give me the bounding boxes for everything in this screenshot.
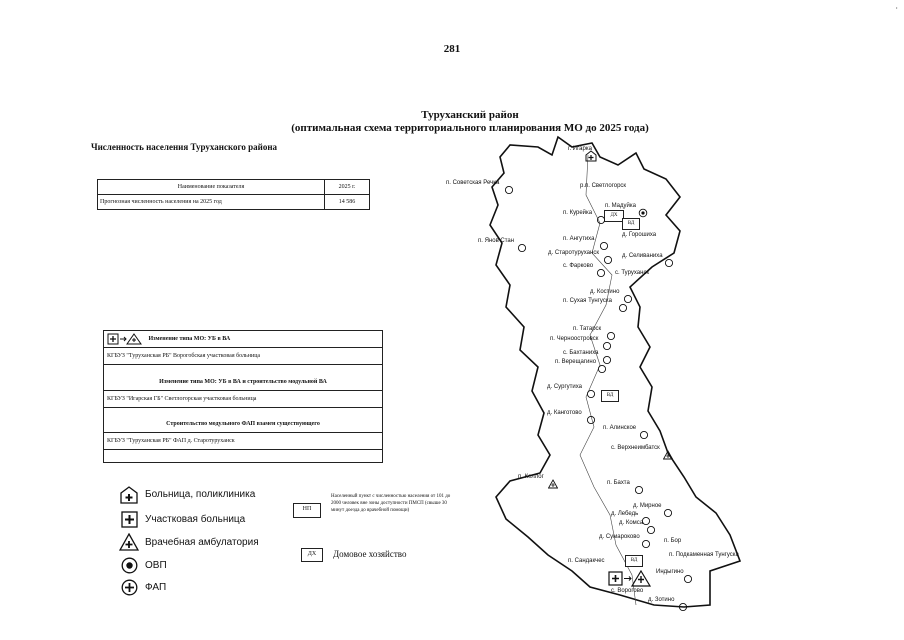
map-label: п. Келлог	[518, 474, 544, 480]
table-cell: 14 586	[325, 195, 370, 210]
fap-icon	[596, 268, 606, 278]
table-cell: Прогнозная численность населения на 2025 год	[98, 195, 325, 210]
ambulatory-icon	[663, 450, 673, 460]
dx-label: Домовое хозяйство	[333, 549, 407, 559]
district-hospital-icon	[121, 511, 138, 528]
fap-icon	[517, 243, 527, 253]
map-label: п. Алинское	[603, 425, 637, 431]
fap-icon	[586, 415, 596, 425]
fap-icon	[504, 185, 514, 195]
map-label: п. Подкаменная Тунгуска	[669, 552, 739, 558]
changes-row	[104, 331, 382, 348]
type-change-icon	[608, 570, 658, 588]
ovp-icon	[121, 557, 138, 574]
fap-icon	[663, 508, 673, 518]
map-label: п. Бор	[664, 538, 682, 544]
population-section-title: Численность населения Туруханского района	[91, 142, 278, 152]
legend-fap	[121, 579, 138, 601]
map-label: д. Селиваниха	[622, 253, 663, 259]
fap-icon	[596, 215, 606, 225]
corner-mark: ·	[895, 4, 898, 13]
map-label: Индыгино	[656, 569, 684, 575]
map-vd-symbol: ВД	[622, 218, 640, 230]
fap-icon	[646, 525, 656, 535]
map-label: д. Старотуруханск	[548, 250, 599, 256]
map-label: с. Верхнеимбатск	[611, 445, 660, 451]
legend-hospital-label: Больница, поликлиника	[145, 489, 256, 500]
fap-icon	[634, 485, 644, 495]
map-label: п. Мадуйка	[605, 203, 636, 209]
changes-row: КГБУЗ "Игарская ГБ" Светлогорская участковая больница	[104, 391, 382, 408]
map-label: п. Сандакчес	[568, 558, 605, 564]
map-label: д. Сургутиха	[547, 384, 582, 390]
fap-icon	[586, 389, 596, 399]
map-label: п. Ангутиха	[563, 236, 595, 242]
page-number: 281	[443, 43, 461, 55]
map-label: д. Горошиха	[622, 232, 657, 238]
table-row	[98, 195, 370, 210]
legend-ovp-label: ОВП	[145, 560, 167, 571]
map-label: д. Лебедь	[611, 511, 639, 517]
legend-fap-label: ФАП	[145, 582, 167, 593]
dx-symbol: ДХ	[301, 548, 323, 562]
map-label: п. Янов Стан	[478, 238, 515, 244]
changes-row: Строительство модульного ФАП взамен существующего	[104, 416, 382, 433]
legend-ambulatory-label: Врачебная амбулатория	[145, 537, 259, 548]
type-change-icon	[107, 333, 147, 345]
fap-icon	[678, 602, 688, 612]
map-label: с. Туруханск	[615, 270, 650, 276]
legend-district-hospital	[121, 511, 138, 533]
legend-hospital	[119, 485, 139, 510]
map-label: п. Сухая Тунгуска	[563, 298, 612, 304]
map-label: д. Канготово	[547, 410, 582, 416]
map-label: д. Мирное	[633, 503, 662, 509]
table-header-cell: Наименование показателя	[98, 180, 325, 195]
np-symbol: НП	[293, 503, 321, 518]
map-label: д. Зотино	[648, 597, 675, 603]
hospital-icon	[119, 485, 139, 505]
fap-icon	[602, 341, 612, 351]
fap-icon	[121, 579, 138, 596]
page-title: Туруханский район	[421, 109, 519, 121]
map-label: с. Ворогово	[611, 588, 644, 594]
map-label: п. Курейка	[563, 210, 593, 216]
fap-icon	[603, 255, 613, 265]
table-header-cell: 2025 г.	[325, 180, 370, 195]
legend-ovp	[121, 557, 138, 579]
page-subtitle: (оптимальная схема территориального планирования МО до 2025 года)	[291, 122, 649, 134]
changes-row: Изменение типа МО: УБ в ВА и строительство модульной ВА	[104, 374, 382, 391]
fap-icon	[664, 258, 674, 268]
indicator-table	[97, 179, 370, 210]
map-label: д. Комса	[619, 520, 644, 526]
fap-icon	[597, 364, 607, 374]
map-label: г. Игарка	[568, 146, 592, 152]
map-label: п. Черноостровск	[550, 336, 599, 342]
map-label: п. Верещагино	[555, 359, 597, 365]
map-dx-symbol: ДХ	[604, 210, 624, 222]
fap-icon	[599, 241, 609, 251]
map-label: д. Сумароково	[599, 534, 640, 540]
fap-icon	[618, 303, 628, 313]
map-label: п. Бахта	[607, 480, 630, 486]
fap-icon	[606, 331, 616, 341]
map-label: д. Костино	[590, 289, 620, 295]
ambulatory-icon	[548, 479, 558, 489]
changes-row: КГБУЗ "Туруханская РБ" ФАП д. Старотуруханск	[104, 433, 382, 450]
changes-box	[103, 330, 383, 463]
fap-icon	[641, 539, 651, 549]
map-label: с. Фарково	[563, 263, 594, 269]
ovp-icon	[638, 208, 648, 218]
map-label: п. Татарск	[573, 326, 602, 332]
map-label: п. Советская Речка	[446, 180, 500, 186]
legend-ambulatory	[119, 533, 139, 556]
changes-row: КГБУЗ "Туруханская РБ" Ворогобская участковая больница	[104, 348, 382, 365]
district-map	[440, 135, 760, 615]
ambulatory-icon	[119, 533, 139, 551]
map-vd-symbol: ВД	[625, 555, 643, 567]
np-note: Населенный пункт с численностью населения от 101 до 2000 человек вне зоны доступности ПМСП (свыше 30 минут доезда до врачебной помощи)	[331, 494, 451, 513]
legend-district-hospital-label: Участковая больница	[145, 514, 246, 525]
fap-icon	[639, 430, 649, 440]
map-vd-symbol: ВД	[601, 390, 619, 402]
changes-row-text: Изменение типа МО: УБ в ВА	[148, 336, 231, 342]
map-label: р.п. Светлогорск	[580, 183, 627, 189]
table-header-row	[98, 180, 370, 195]
map-label: с. Бахтаниха	[563, 350, 599, 356]
fap-icon	[683, 574, 693, 584]
